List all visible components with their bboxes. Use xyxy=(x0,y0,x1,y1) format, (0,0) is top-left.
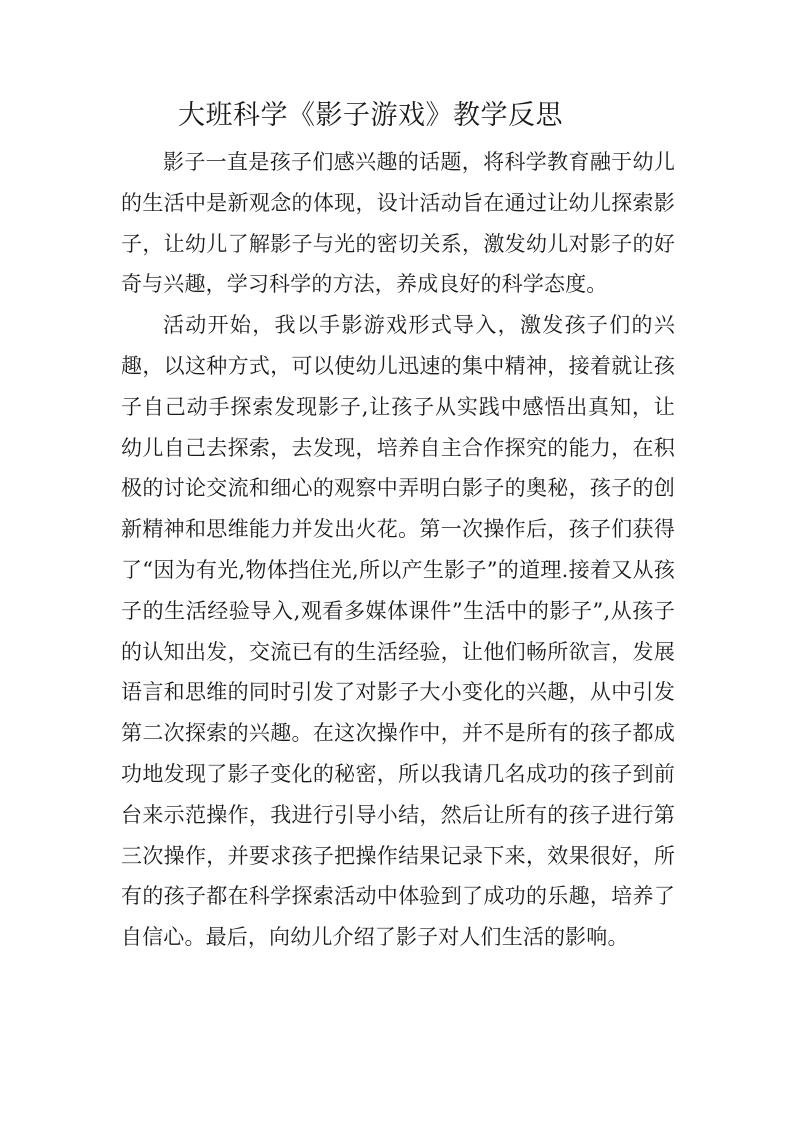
document-title: 大班科学《影子游戏》教学反思 xyxy=(178,100,563,131)
paragraph-1: 影子一直是孩子们感兴趣的话题，将科学教育融于幼儿的生活中是新观念的体现，设计活动旨在通过让幼儿探索影子，让幼儿了解影子与光的密切关系，激发幼儿对影子的好奇与兴趣，学习科学的方法，养成良好的科学态度。 xyxy=(121,150,675,297)
paragraph-2: 活动开始，我以手影游戏形式导入，激发孩子们的兴趣，以这种方式，可以使幼儿迅速的集中精神，接着就让孩子自己动手探索发现影子,让孩子从实践中感悟出真知，让幼儿自己去探索，去发现，培养自主合作探究的能力，在积极的讨论交流和细心的观察中弄明白影子的奥秘，孩子的创新精神和思维能力并发出火花。第一次操作后，孩子们获得了“因为有光,物体挡住光,所以产生影子”的道理.接着又从孩子的生活经验导入,观看多媒体课件”生活中的影子”,从孩子的认知出发，交流已有的生活经验，让他们畅所欲言，发展语言和思维的同时引发了对影子大小变化的兴趣，从中引发第二次探索的兴趣。在这次操作中，并不是所有的孩子都成功地发现了影子变化的秘密，所以我请几名成功的孩子到前台来示范操作，我进行引导小结，然后让所有的孩子进行第三次操作，并要求孩子把操作结果记录下来，效果很好，所有的孩子都在科学探索活动中体验到了成功的乐趣，培养了自信心。最后，向幼儿介绍了影子对人们生活的影响。 xyxy=(121,313,675,950)
document-body xyxy=(121,142,675,958)
